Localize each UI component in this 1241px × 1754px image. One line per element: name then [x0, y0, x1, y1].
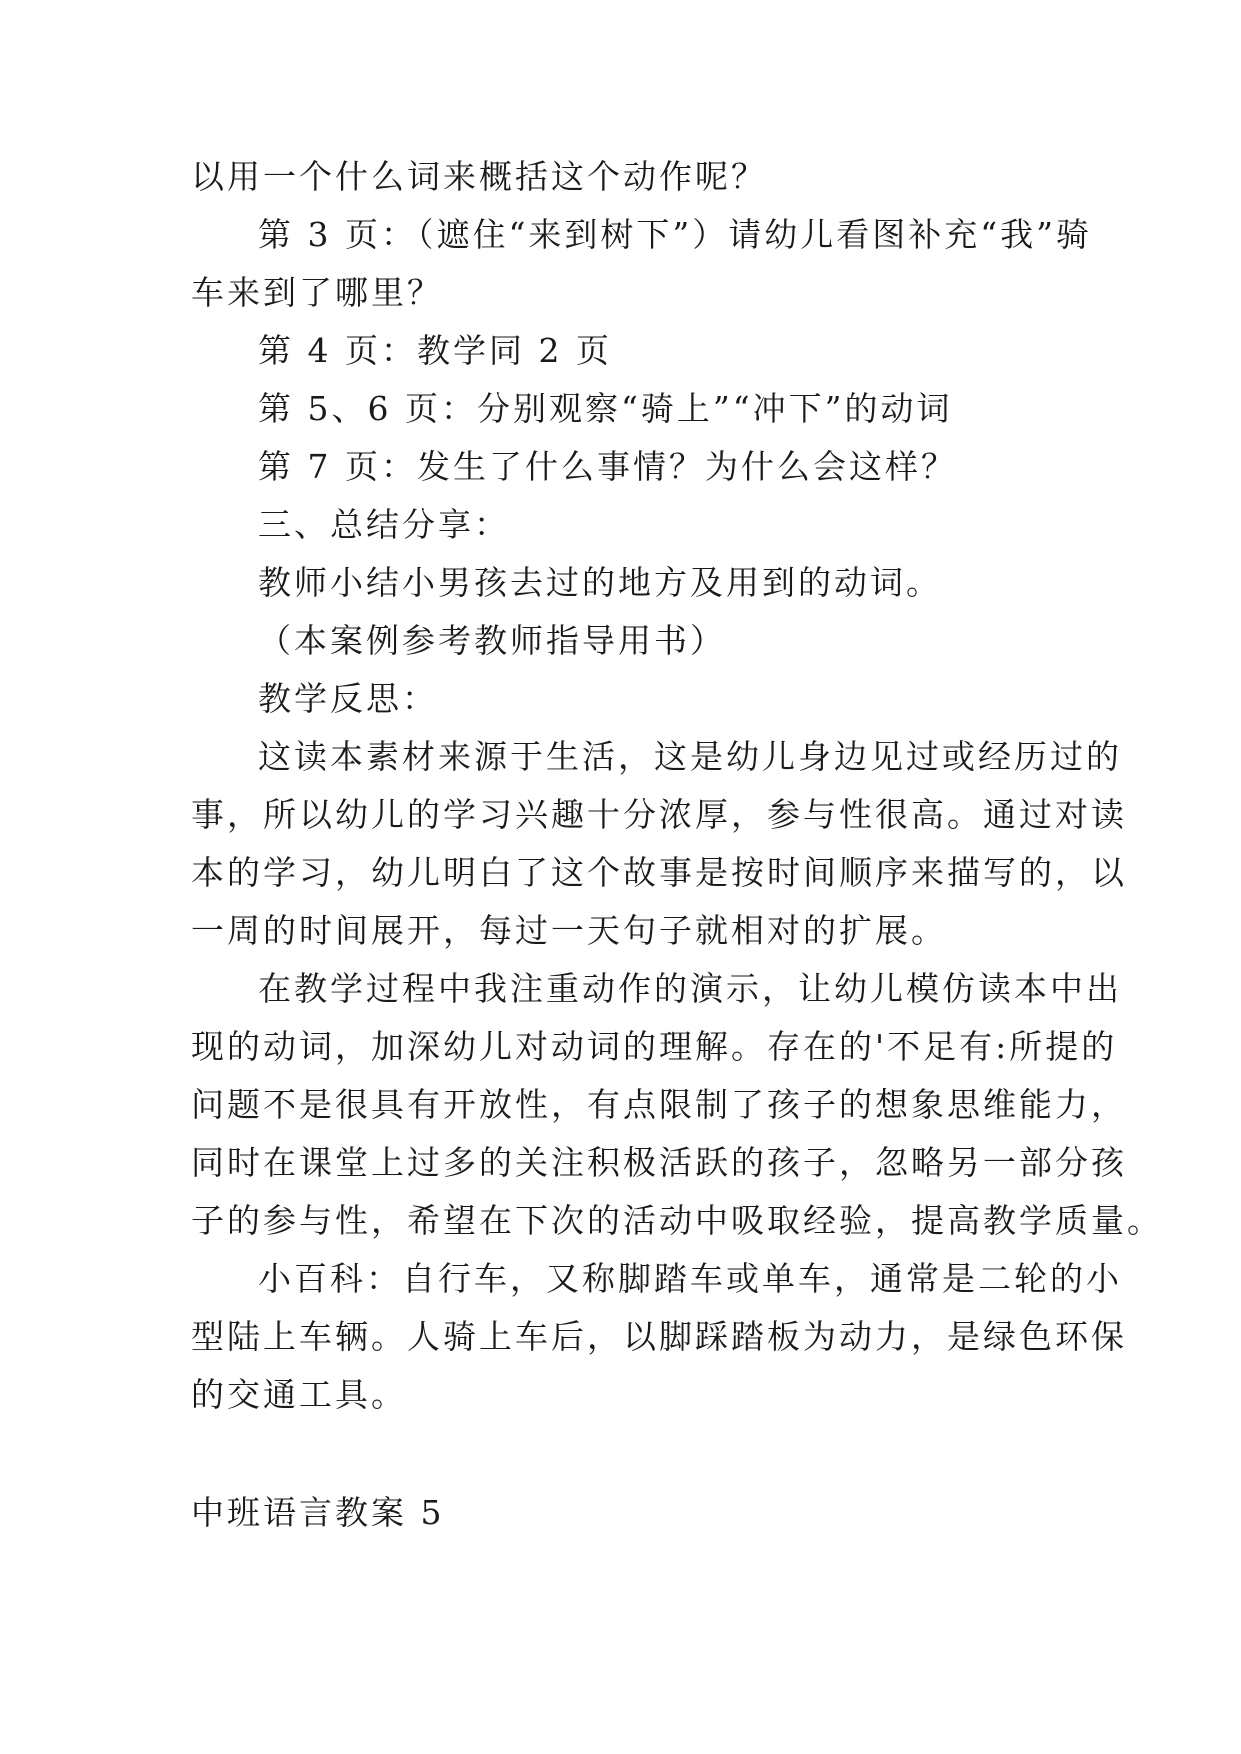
- text-line: 同时在课堂上过多的关注积极活跃的孩子，忽略另一部分孩: [191, 1143, 1127, 1182]
- text-line: 以用一个什么词来概括这个动作呢？: [191, 157, 767, 196]
- section-heading: 三、总结分享：: [258, 505, 510, 544]
- section-heading: 教学反思：: [258, 679, 438, 718]
- text-line: 本的学习，幼儿明白了这个故事是按时间顺序来描写的，以: [191, 853, 1127, 892]
- text-line: 现的动词，加深幼儿对动词的理解。存在的'不足有:所提的: [191, 1027, 1118, 1066]
- text-line: 型陆上车辆。人骑上车后，以脚踩踏板为动力，是绿色环保: [191, 1317, 1127, 1356]
- text-line: 子的参与性，希望在下次的活动中吸取经验，提高教学质量。: [191, 1201, 1163, 1240]
- text-line: 的交通工具。: [191, 1375, 407, 1414]
- text-line: 一周的时间展开，每过一天句子就相对的扩展。: [191, 911, 947, 950]
- text-line: 第 7 页：发生了什么事情？为什么会这样？: [258, 447, 957, 486]
- section-title: 中班语言教案 5: [191, 1493, 445, 1532]
- text-line: 在教学过程中我注重动作的演示，让幼儿模仿读本中出: [258, 969, 1122, 1008]
- text-line: 车来到了哪里？: [191, 273, 443, 312]
- text-line: 第 4 页：教学同 2 页: [258, 331, 612, 370]
- text-line: 这读本素材来源于生活，这是幼儿身边见过或经历过的: [258, 737, 1122, 776]
- text-line: 小百科：自行车，又称脚踏车或单车，通常是二轮的小: [258, 1259, 1122, 1298]
- text-line: （本案例参考教师指导用书）: [258, 621, 726, 660]
- text-line: 第 5、6 页：分别观察“骑上”“冲下”的动词: [258, 389, 953, 428]
- text-line: 事，所以幼儿的学习兴趣十分浓厚，参与性很高。通过对读: [191, 795, 1127, 834]
- text-line: 第 3 页：（遮住“来到树下”）请幼儿看图补充“我”骑: [258, 215, 1092, 254]
- text-line: 教师小结小男孩去过的地方及用到的动词。: [258, 563, 942, 602]
- text-line: 问题不是很具有开放性，有点限制了孩子的想象思维能力，: [191, 1085, 1127, 1124]
